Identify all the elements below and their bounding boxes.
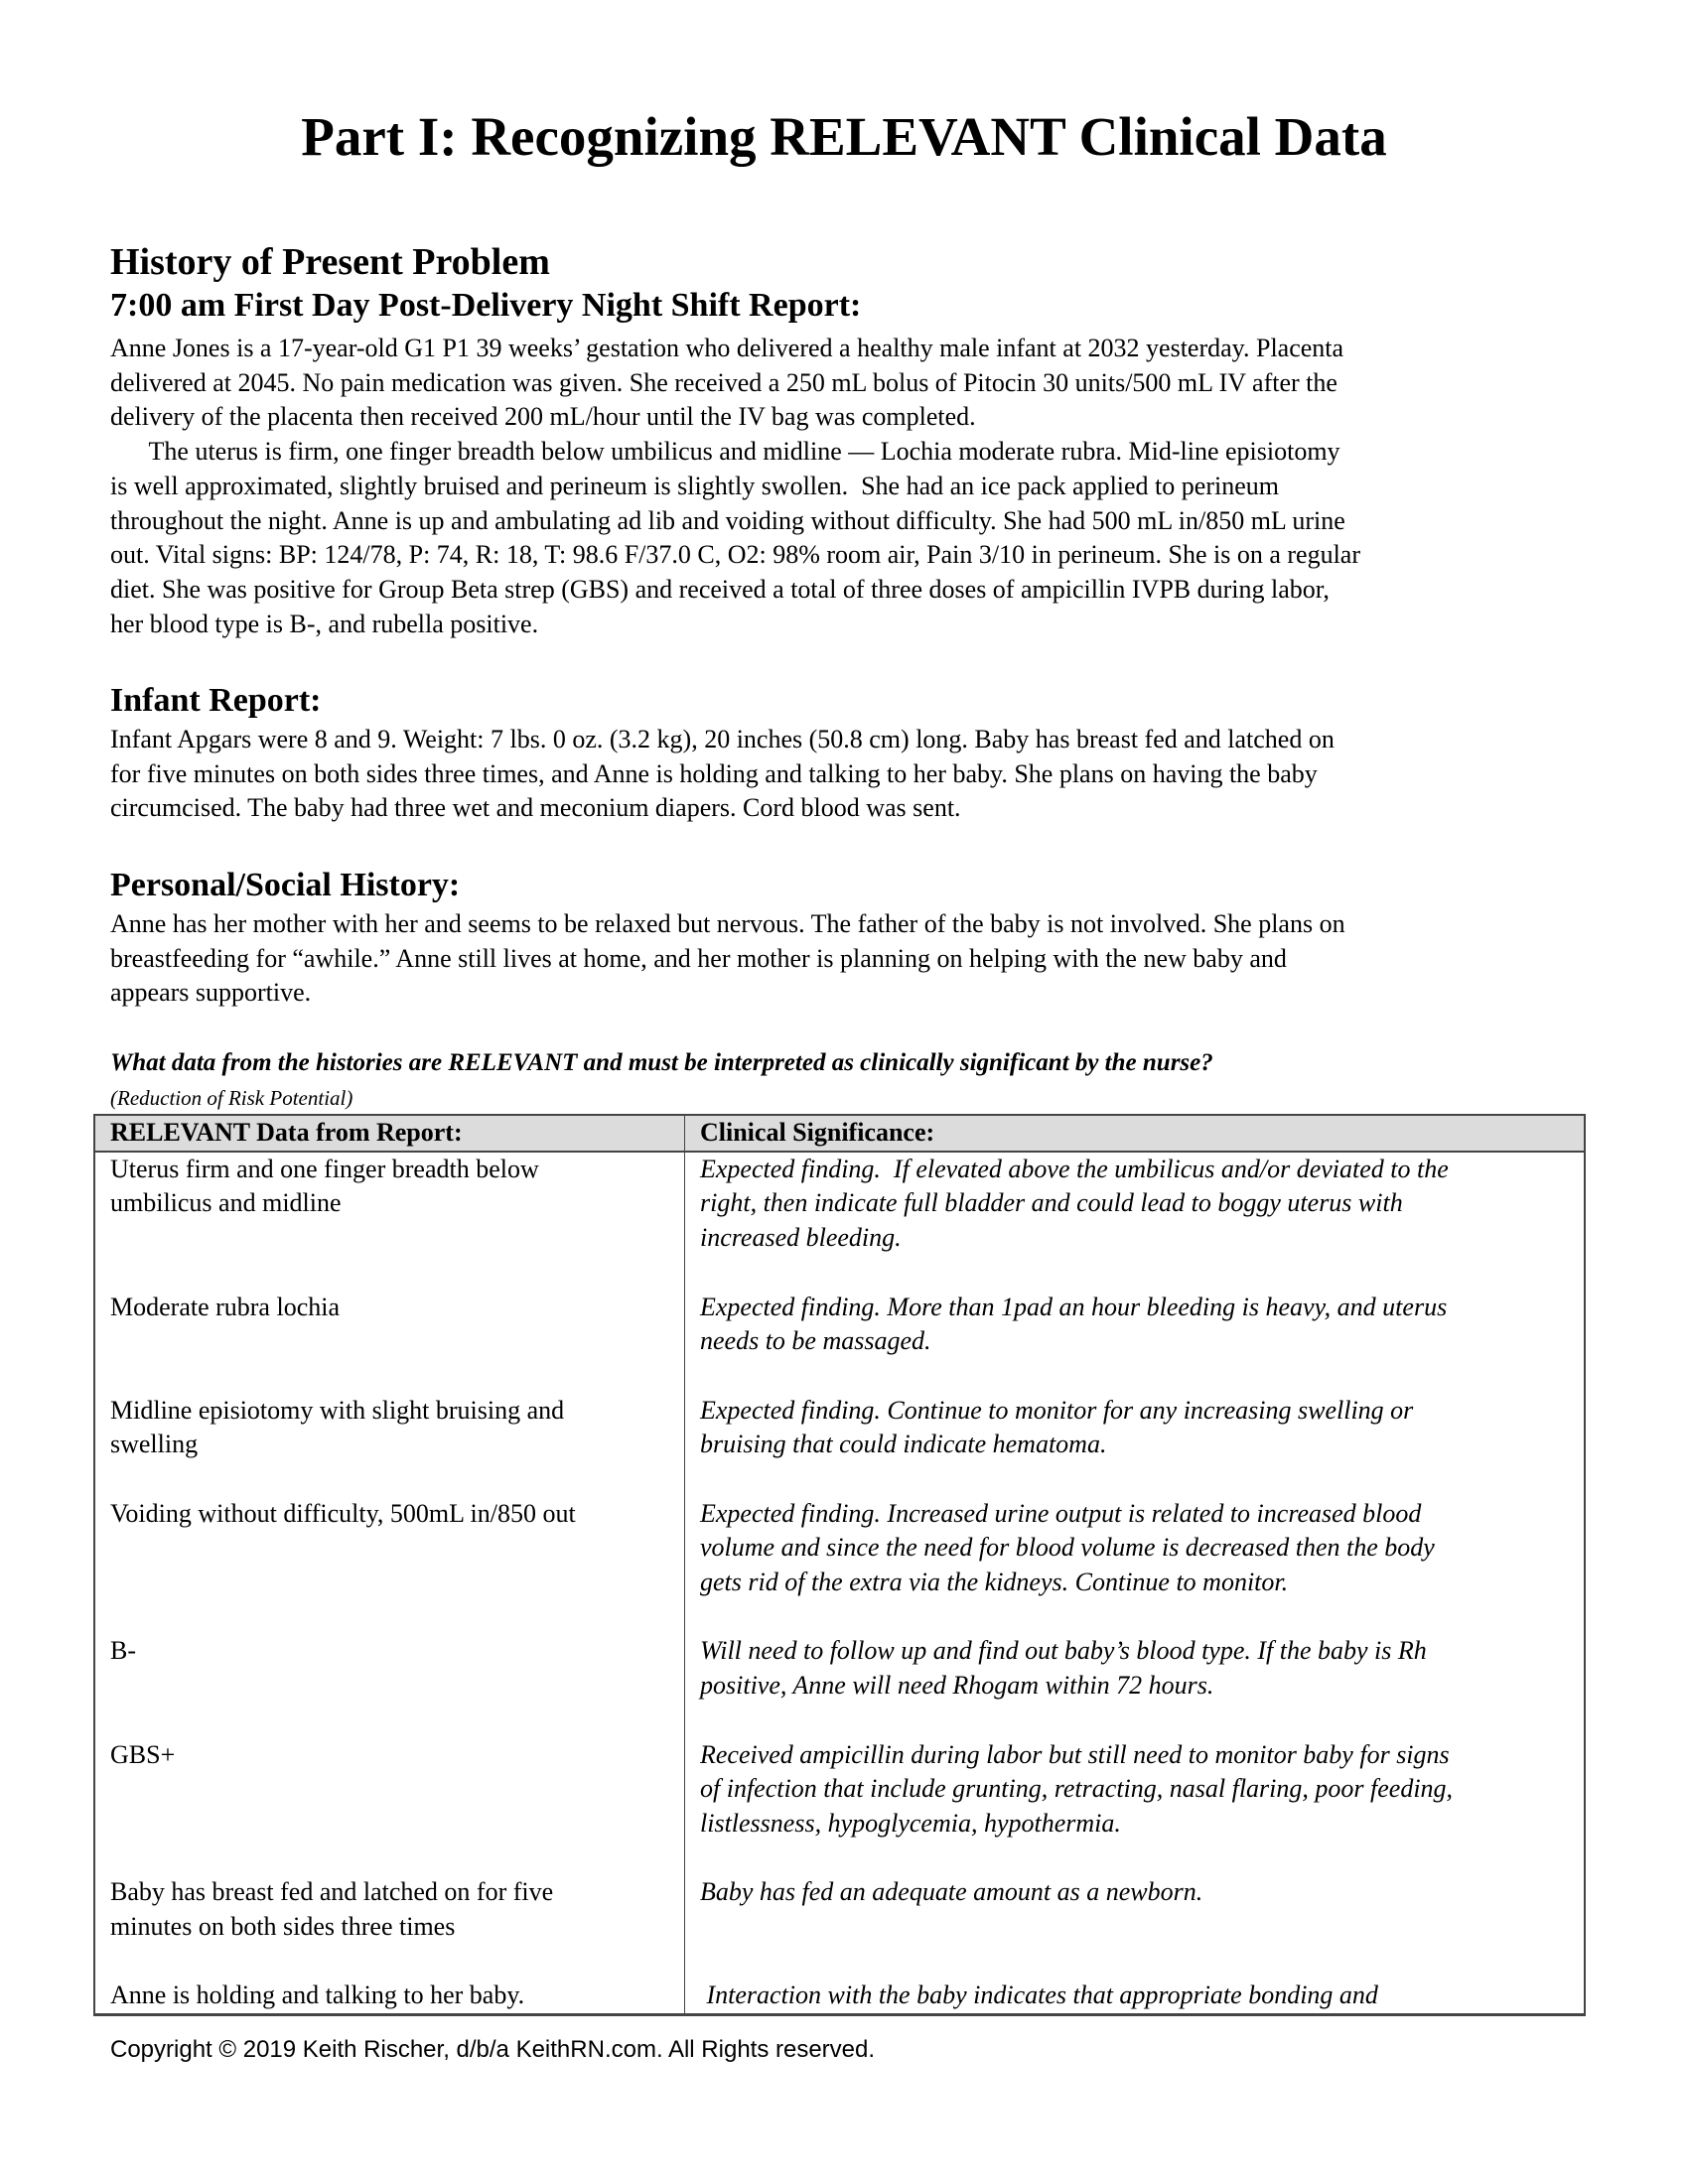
- relevant-data-cell: Baby has breast fed and latched on for five minutes on both sides three times: [110, 1877, 554, 1942]
- table-row: [94, 1634, 1585, 1737]
- infant-report-text: [110, 723, 1335, 826]
- table-row: [94, 1979, 1585, 2014]
- relevant-data-table: [93, 1114, 1586, 2016]
- shift-report-heading: 7:00 am First Day Post-Delivery Night Shift Report:: [110, 287, 862, 324]
- history-heading: History of Present Problem: [110, 241, 550, 283]
- category-label: (Reduction of Risk Potential): [110, 1086, 353, 1110]
- history-text: [110, 332, 1360, 641]
- text-line: The uterus is firm, one finger breadth below umbilicus and midline — Lochia moderate rubra. Mid-line episiotomy: [110, 437, 1340, 467]
- text-line: appears supportive.: [110, 978, 312, 1008]
- text-line: circumcised. The baby had three wet and meconium diapers. Cord blood was sent.: [110, 793, 961, 823]
- relevant-data-cell: Voiding without difficulty, 500mL in/850 out: [110, 1498, 576, 1528]
- table-row: [94, 1875, 1585, 1979]
- text-line: breastfeeding for “awhile.” Anne still lives at home, and her mother is planning on helping with the new baby and: [110, 943, 1287, 973]
- text-line: diet. She was positive for Group Beta strep (GBS) and received a total of three doses of ampicillin IVPB during labor,: [110, 574, 1330, 604]
- relevant-data-cell: Moderate rubra lochia: [110, 1292, 341, 1321]
- table-row: [94, 1738, 1585, 1876]
- text-line: her blood type is B-, and rubella positive.: [110, 609, 539, 638]
- table-row: [94, 1152, 1585, 1291]
- clinical-significance-cell: Baby has fed an adequate amount as a newborn.: [685, 1875, 1586, 1979]
- relevant-data-cell: B-: [110, 1636, 136, 1666]
- relevant-data-cell: Anne is holding and talking to her baby.: [110, 1980, 525, 2010]
- text-line: Infant Apgars were 8 and 9. Weight: 7 lbs. 0 oz. (3.2 kg), 20 inches (50.8 cm) long. Baby has breast fed and latched on: [110, 725, 1335, 753]
- column-header-clinical-significance: Clinical Significance:: [685, 1115, 1586, 1152]
- page-title: Part I: Recognizing RELEVANT Clinical Data: [301, 106, 1387, 167]
- question-prompt: What data from the histories are RELEVANT and must be interpreted as clinically significant by the nurse?: [110, 1049, 1213, 1076]
- relevant-data-cell: GBS+: [110, 1739, 176, 1769]
- clinical-significance-cell: Expected finding. Increased urine output is related to increased blood volume and since the need for blood volume is decreased then the body gets rid of the extra via the kidneys. Continue to monitor.: [685, 1497, 1586, 1635]
- social-history-text: [110, 907, 1345, 1011]
- clinical-significance-cell: Expected finding. More than 1pad an hour bleeding is heavy, and uterus needs to be massaged.: [685, 1291, 1586, 1394]
- table-header-row: [94, 1115, 1585, 1152]
- text-line: is well approximated, slightly bruised and perineum is slightly swollen. She had an ice pack applied to perineum: [110, 471, 1279, 500]
- infant-report-heading: Infant Report:: [110, 682, 322, 719]
- clinical-significance-cell: Received ampicillin during labor but still need to monitor baby for signs of infection that include grunting, retracting, nasal flaring, poor feeding, listlessness, hypoglycemia, hypothermia.: [685, 1738, 1586, 1876]
- clinical-significance-cell: Will need to follow up and find out baby’s blood type. If the baby is Rh positive, Anne will need Rhogam within 72 hours.: [685, 1634, 1586, 1737]
- copyright-footer: Copyright © 2019 Keith Rischer, d/b/a KeithRN.com. All Rights reserved.: [110, 2036, 876, 2063]
- text-line: delivered at 2045. No pain medication was given. She received a 250 mL bolus of Pitocin 30 units/500 mL IV after the: [110, 367, 1337, 397]
- text-line: Anne Jones is a 17-year-old G1 P1 39 weeks’ gestation who delivered a healthy male infant at 2032 yesterday. Placenta: [110, 334, 1344, 362]
- clinical-significance-cell: Expected finding. If elevated above the umbilicus and/or deviated to the right, then indicate full bladder and could lead to boggy uterus with increased bleeding.: [685, 1152, 1586, 1291]
- social-history-heading: Personal/Social History:: [110, 867, 461, 903]
- relevant-data-cell: Uterus firm and one finger breadth below umbilicus and midline: [110, 1154, 539, 1218]
- clinical-significance-cell: Expected finding. Continue to monitor for any increasing swelling or bruising that could indicate hematoma.: [685, 1394, 1586, 1497]
- table-row: [94, 1394, 1585, 1497]
- clinical-significance-cell: Interaction with the baby indicates that appropriate bonding and: [685, 1979, 1586, 2014]
- table-row: [94, 1291, 1585, 1394]
- text-line: throughout the night. Anne is up and ambulating ad lib and voiding without difficulty. She had 500 mL in/850 mL urine: [110, 505, 1345, 535]
- relevant-data-cell: Midline episiotomy with slight bruising and swelling: [110, 1395, 565, 1459]
- text-line: for five minutes on both sides three times, and Anne is holding and talking to her baby. She plans on having the baby: [110, 758, 1318, 788]
- text-line: delivery of the placenta then received 200 mL/hour until the IV bag was completed.: [110, 402, 976, 432]
- table-row: [94, 1497, 1585, 1635]
- column-header-relevant-data: RELEVANT Data from Report:: [94, 1115, 685, 1152]
- text-line: Anne has her mother with her and seems to be relaxed but nervous. The father of the baby is not involved. She plans on: [110, 909, 1345, 938]
- text-line: out. Vital signs: BP: 124/78, P: 74, R: 18, T: 98.6 F/37.0 C, O2: 98% room air, Pain 3/10 in perineum. She is on a regular: [110, 540, 1361, 570]
